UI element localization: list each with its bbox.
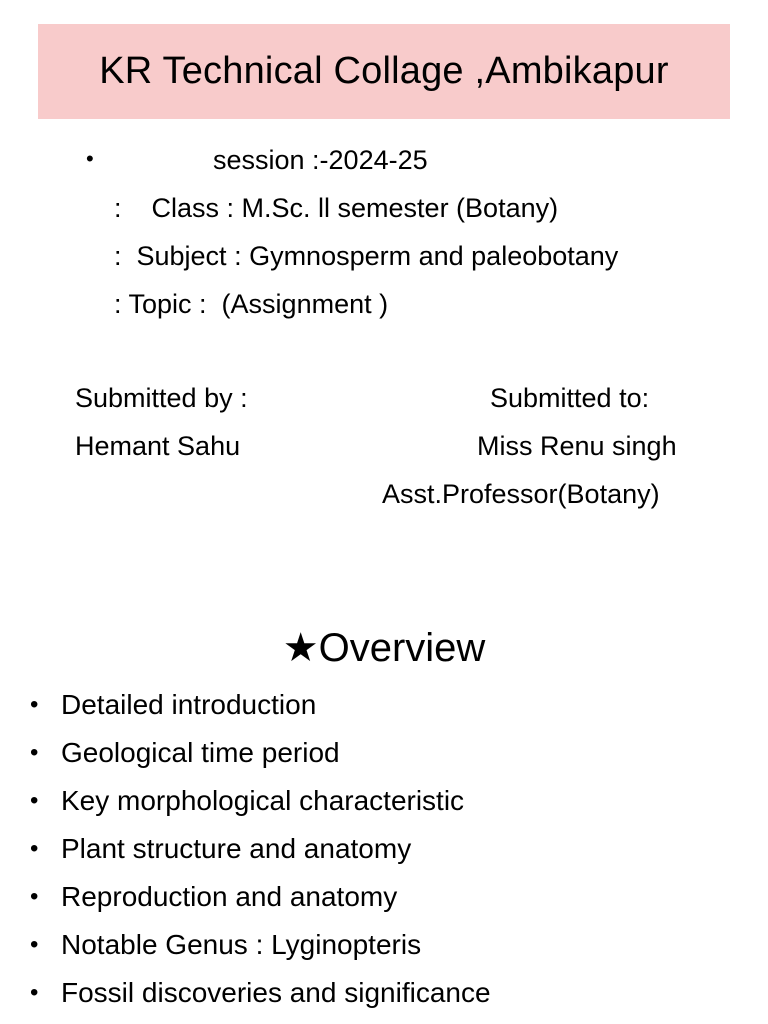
session-line: session :-2024-25 xyxy=(213,145,428,175)
bullet-icon: • xyxy=(30,691,39,718)
college-title: KR Technical Collage ,Ambikapur xyxy=(99,50,669,92)
list-item-text: Detailed introduction xyxy=(61,689,317,720)
class-line: : Class : M.Sc. ll semester (Botany) xyxy=(114,193,559,223)
title-banner xyxy=(38,24,730,119)
topic-line: : Topic : (Assignment ) xyxy=(114,289,389,319)
list-item-text: Geological time period xyxy=(61,737,340,768)
bullet-icon: • xyxy=(30,979,39,1006)
bullet-icon: • xyxy=(30,835,39,862)
list-item-text: Reproduction and anatomy xyxy=(61,881,398,912)
submitted-by-label: Submitted by : xyxy=(75,383,248,413)
bullet-icon: • xyxy=(30,931,39,958)
subject-line: : Subject : Gymnosperm and paleobotany xyxy=(114,241,619,271)
list-item-text: Fossil discoveries and significance xyxy=(61,977,491,1008)
star-icon: ★ xyxy=(282,626,319,670)
list-item-text: Key morphological characteristic xyxy=(61,785,465,816)
bullet-icon: • xyxy=(30,739,39,766)
bullet-icon: • xyxy=(30,883,39,910)
list-item-text: Notable Genus : Lyginopteris xyxy=(61,929,422,960)
bullet-icon: • xyxy=(30,787,39,814)
overview-title: Overview xyxy=(318,626,486,670)
submitted-to-title: Asst.Professor(Botany) xyxy=(382,479,660,509)
submitted-to-label: Submitted to: xyxy=(490,383,650,413)
submitted-to-name: Miss Renu singh xyxy=(477,431,677,461)
submitted-by-name: Hemant Sahu xyxy=(75,431,241,461)
overview-heading xyxy=(0,628,768,668)
session-bullet-icon: • xyxy=(86,146,94,171)
list-item-text: Plant structure and anatomy xyxy=(61,833,412,864)
